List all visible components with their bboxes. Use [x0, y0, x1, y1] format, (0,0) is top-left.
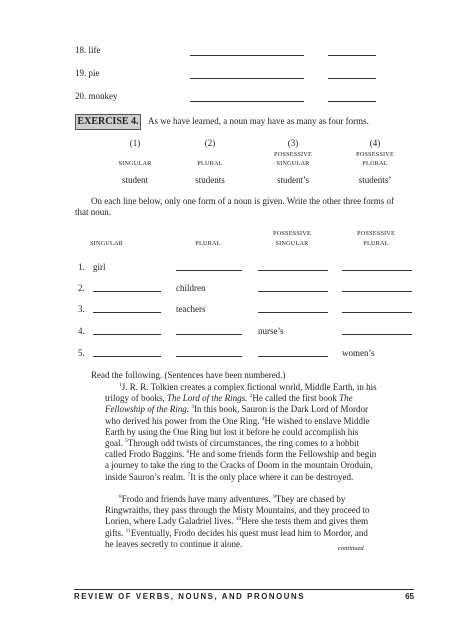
sentence-number: 10: [235, 516, 242, 523]
row-1-singular: girl: [93, 262, 106, 272]
row-2-number: 2.: [78, 283, 85, 293]
row-2-possessive-singular-blank[interactable]: [258, 291, 328, 292]
practice-header-singular: SINGULAR: [90, 240, 124, 247]
row-3-plural: teachers: [176, 304, 206, 314]
form-header-singular: SINGULAR: [118, 160, 152, 167]
row-2-singular-blank[interactable]: [93, 291, 161, 292]
sentence-number: 2: [249, 393, 253, 400]
sentence-number: 7: [187, 471, 191, 478]
row-4-plural-blank[interactable]: [176, 334, 242, 335]
form-number-3: (3): [287, 138, 299, 148]
book-title: The Lord of the Rings.: [167, 393, 250, 404]
item-18-blank-2[interactable]: [328, 55, 376, 56]
sentence-text: Eventually, Frodo decides his quest must lead him to Mordor, and he leaves secretly to continue it alone.: [105, 527, 368, 549]
passage-paragraph-1: [105, 382, 377, 483]
read-instruction: Read the following. (Sentences have been numbered.): [91, 370, 286, 380]
exercise-intro: As we have learned, a noun may have as many as four forms.: [148, 116, 369, 126]
sentence-text: In this book, Sauron is the Dark Lord of Mordor who derived his power from the One Ring.: [105, 404, 368, 426]
row-1-possessive-plural-blank[interactable]: [342, 270, 412, 271]
sentence-text: Frodo and friends have many adventures.: [121, 494, 273, 504]
item-20-blank-2[interactable]: [328, 101, 376, 102]
page-number: 65: [405, 592, 414, 601]
continued-label: continued: [338, 545, 364, 552]
sentence-number: 4: [261, 415, 265, 422]
sentence-text: It is the only place where it can be destroyed.: [190, 471, 354, 482]
row-4-singular-blank[interactable]: [93, 334, 161, 335]
row-5-number: 5.: [78, 348, 85, 358]
row-5-singular-blank[interactable]: [93, 356, 161, 357]
row-5-possessive-plural: women’s: [342, 348, 375, 358]
example-singular: student: [122, 175, 148, 185]
sentence-number: 11: [125, 527, 131, 534]
sentence-number: 6: [186, 449, 190, 456]
example-possessive-singular: student’s: [276, 175, 309, 185]
row-2-possessive-plural-blank[interactable]: [342, 291, 412, 292]
sentence-number: 8: [119, 494, 122, 500]
form-header-top-4: POSSESSIVE: [356, 151, 394, 158]
item-19-blank-2[interactable]: [328, 78, 376, 79]
form-header-plural: PLURAL: [197, 160, 223, 167]
item-19-blank-1[interactable]: [190, 78, 304, 79]
row-3-number: 3.: [78, 304, 85, 314]
practice-header-top-3: POSSESSIVE: [273, 230, 311, 237]
sentence-number: 3: [191, 404, 194, 411]
sentence-text: He called the first book: [252, 393, 340, 404]
sentence-text: He wished to enslave Middle Earth by using the One Ring but lost it before he could accomplish his goal.: [105, 415, 370, 449]
form-number-1: (1): [129, 138, 141, 148]
sentence-text: He and some friends form the Fellowship and begin a journey to take the ring to the Cracks of Doom in the mountain Oroduin, inside Sauron’s realm.: [105, 449, 377, 482]
sentence-text: J. R. R. Tolkien creates a complex fictional world, Middle Earth, in his trilogy of books,: [105, 382, 377, 404]
example-plural: students: [195, 175, 225, 185]
sentence-text: They are chased by Ringwraiths, they pass through the Misty Mountains, and they proceed to Lorien, where Lady Galadriel lives.: [105, 494, 370, 527]
row-3-singular-blank[interactable]: [93, 312, 161, 313]
row-1-plural-blank[interactable]: [176, 270, 242, 271]
form-header-possessive-singular: SINGULAR: [276, 160, 310, 167]
exercise-title: EXERCISE 4.: [75, 114, 141, 130]
practice-header-possessive-singular: SINGULAR: [275, 240, 309, 247]
item-18-blank-1[interactable]: [190, 55, 304, 56]
row-1-possessive-singular-blank[interactable]: [258, 270, 328, 271]
sentence-number: 5: [125, 438, 128, 445]
form-header-top-3: POSSESSIVE: [274, 151, 312, 158]
row-4-possessive-plural-blank[interactable]: [342, 334, 412, 335]
form-number-4: (4): [369, 138, 381, 148]
row-4-possessive-singular: nurse’s: [258, 326, 284, 336]
row-4-number: 4.: [78, 326, 85, 336]
book-title: The Fellowship of the Ring.: [105, 393, 353, 415]
practice-header-top-4: POSSESSIVE: [357, 230, 395, 237]
item-18-label: 18. life: [75, 45, 101, 55]
row-2-plural: children: [176, 283, 206, 293]
instruction-line-2: that noun.: [75, 207, 111, 217]
sentence-text: Here she tests them and gives them gifts.: [105, 516, 369, 538]
item-20-label: 20. monkey: [75, 91, 118, 101]
example-possessive-plural: students’: [358, 175, 392, 185]
row-5-plural-blank[interactable]: [176, 356, 242, 357]
item-20-blank-1[interactable]: [190, 101, 304, 102]
instruction-line-1: On each line below, only one form of a noun is given. Write the other three forms of: [91, 196, 395, 206]
sentence-number: 9: [272, 494, 276, 500]
footer-rule: [74, 589, 414, 590]
practice-header-plural: PLURAL: [195, 240, 221, 247]
row-1-number: 1.: [78, 262, 85, 272]
footer-title: REVIEW OF VERBS, NOUNS, AND PRONOUNS: [74, 592, 306, 601]
row-5-possessive-singular-blank[interactable]: [258, 356, 328, 357]
item-19-label: 19. pie: [75, 68, 100, 78]
practice-header-possessive-plural: PLURAL: [363, 240, 389, 247]
row-3-possessive-plural-blank[interactable]: [342, 312, 412, 313]
form-header-possessive-plural: PLURAL: [362, 160, 388, 167]
passage-paragraph-2: [105, 494, 377, 550]
form-number-2: (2): [204, 138, 216, 148]
sentence-number: 1: [119, 382, 122, 388]
row-3-possessive-singular-blank[interactable]: [258, 312, 328, 313]
sentence-text: Through odd twists of circumstances, the ring comes to a hobbit called Frodo Baggins.: [105, 438, 359, 460]
